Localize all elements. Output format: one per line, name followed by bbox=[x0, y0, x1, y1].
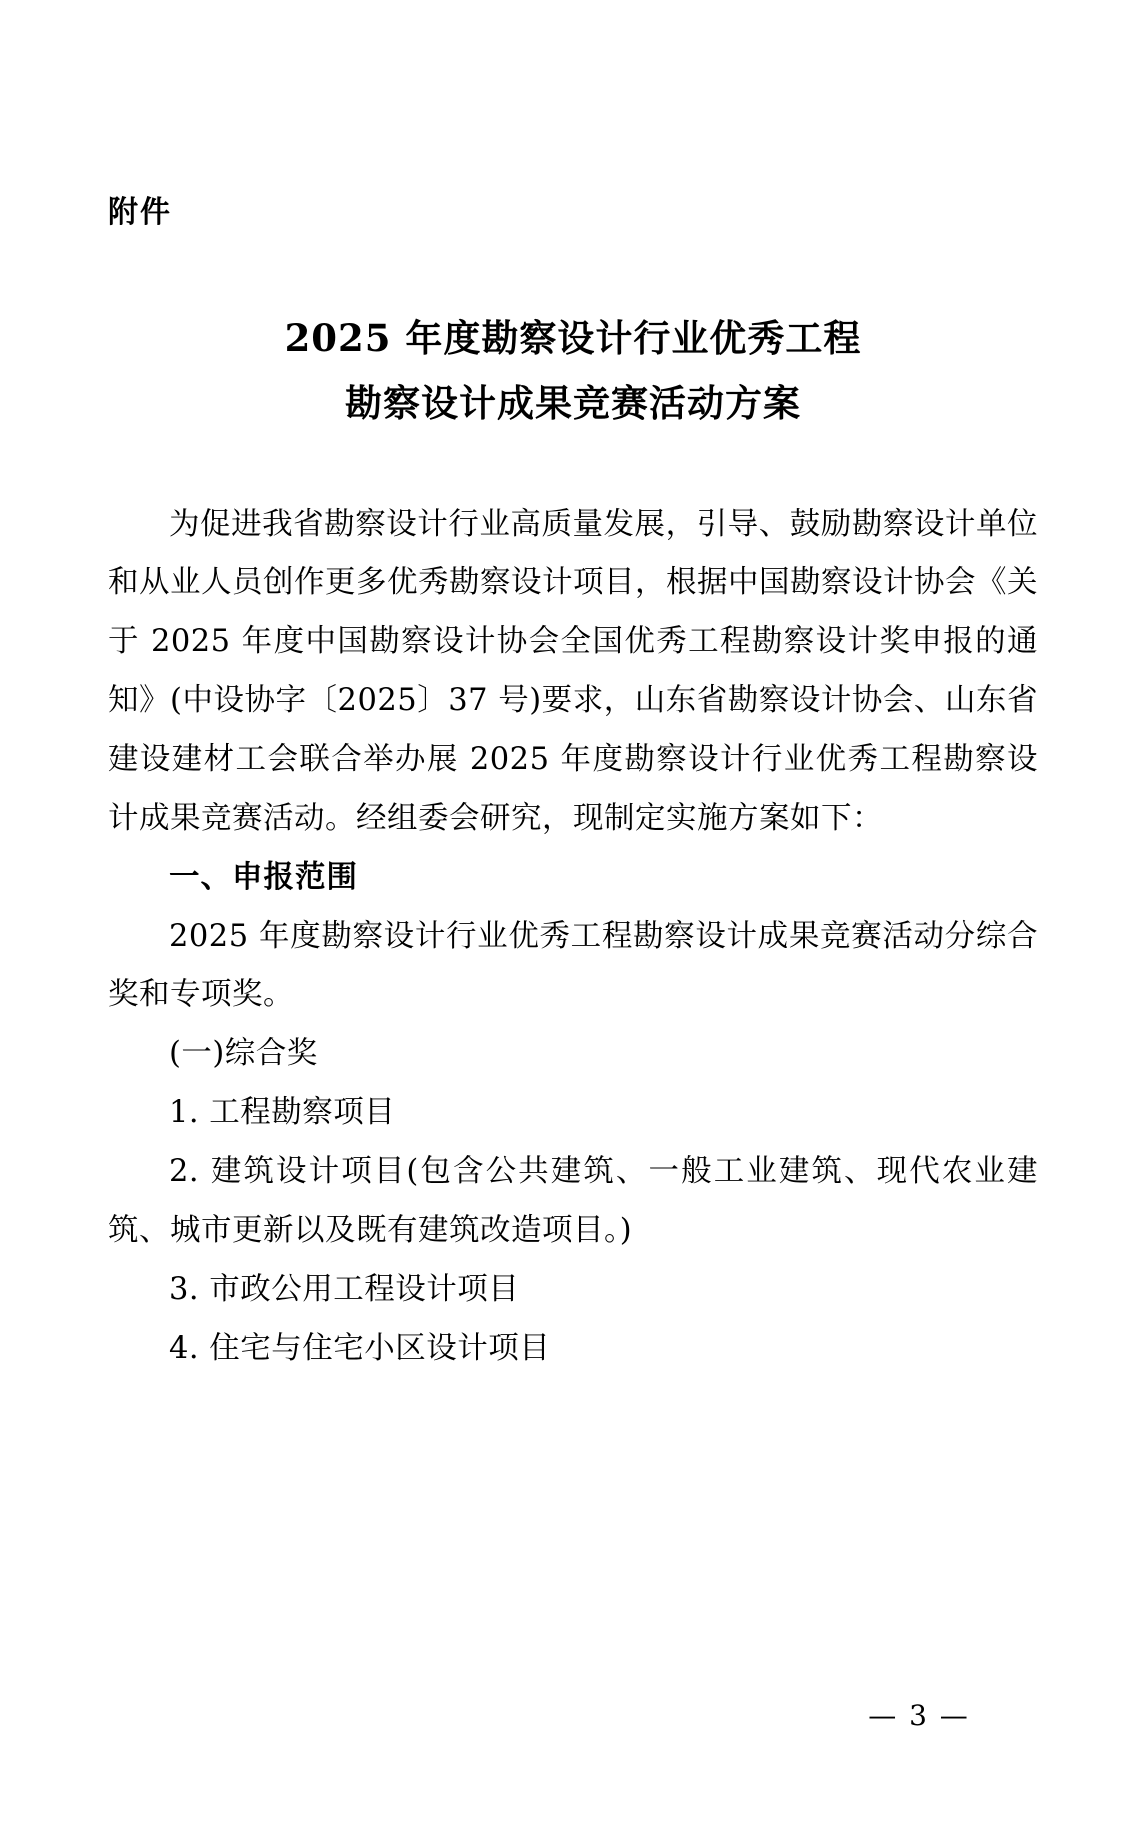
page-content bbox=[108, 0, 1038, 1378]
list-item-4: 4. 住宅与住宅小区设计项目 bbox=[169, 1330, 551, 1366]
list-item-3: 3. 市政公用工程设计项目 bbox=[169, 1271, 520, 1307]
list-item-2: 2. 建筑设计项目(包含公共建筑、一般工业建筑、现代农业建筑、城市更新以及既有建筑改造项目。) bbox=[108, 1153, 1038, 1248]
page-title-line-1: 2025 年度勘察设计行业优秀工程 bbox=[284, 316, 862, 360]
paragraph-intro: 为促进我省勘察设计行业高质量发展，引导、鼓励勘察设计单位和从业人员创作更多优秀勘察设计项目，根据中国勘察设计协会《关于 2025 年度中国勘察设计协会全国优秀工程勘察设计奖申报的通知》(中设协字〔2025〕37 号)要求，山东省勘察设计协会、山东省建设建材工会联合举办展 2025 年度勘察设计行业优秀工程勘察设计成果竞赛活动。经组委会研究，现制定实施方案如下： bbox=[108, 506, 1038, 836]
attachment-label: 附件 bbox=[108, 195, 172, 230]
page-title-line-2: 勘察设计成果竞赛活动方案 bbox=[345, 380, 801, 425]
list-item-1: 1. 工程勘察项目 bbox=[169, 1095, 396, 1131]
page-number-value: — 3 — bbox=[868, 1699, 970, 1732]
page-number-footer bbox=[0, 1699, 1138, 1732]
page-title bbox=[108, 306, 1038, 436]
section-heading-scope: 一、申报范围 bbox=[169, 859, 358, 895]
paragraph-scope-description: 2025 年度勘察设计行业优秀工程勘察设计成果竞赛活动分综合奖和专项奖。 bbox=[108, 918, 1038, 1013]
document-body bbox=[108, 496, 1038, 1379]
paragraph-subsection-comprehensive-award: (一)综合奖 bbox=[169, 1036, 318, 1072]
